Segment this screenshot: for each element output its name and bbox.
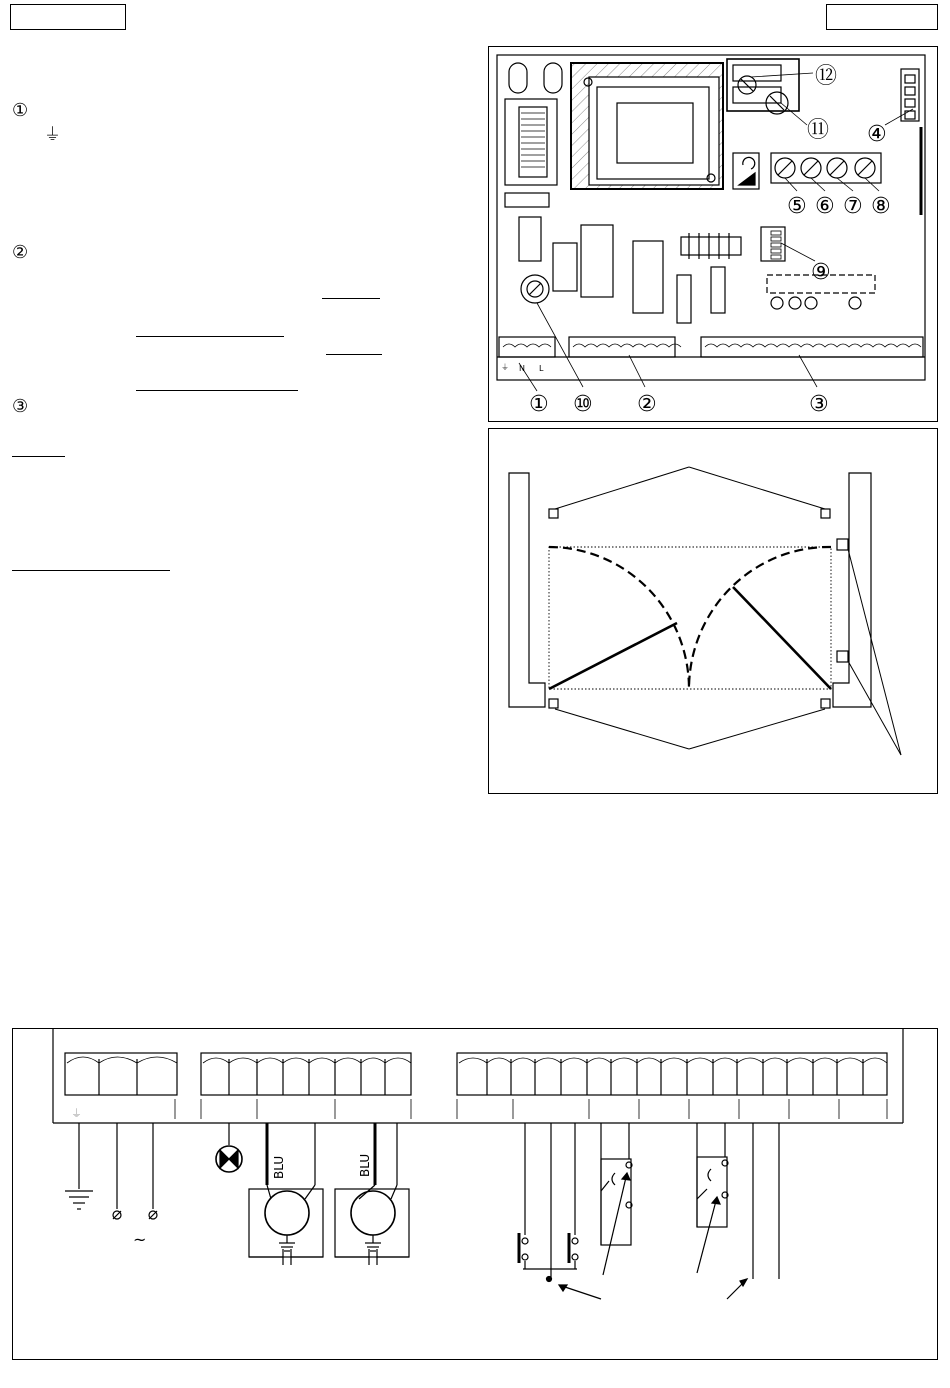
underline-rule bbox=[326, 354, 382, 355]
led-indicator bbox=[805, 297, 817, 309]
ac-symbol: ~ bbox=[133, 1230, 147, 1249]
photocell bbox=[821, 509, 830, 518]
control-board-panel bbox=[488, 46, 938, 422]
earth-icon bbox=[65, 1191, 93, 1209]
underline-rule bbox=[136, 336, 284, 337]
section-marker-1: ① bbox=[12, 100, 29, 121]
section-marker-3: ③ bbox=[12, 396, 29, 417]
callout-11: ⑪ bbox=[807, 118, 830, 143]
callout-6: ⑥ bbox=[815, 194, 835, 219]
underline-rule bbox=[12, 456, 65, 457]
control-board-diagram bbox=[489, 47, 937, 421]
terminal-label-l: L bbox=[539, 364, 544, 373]
motor-icon bbox=[335, 1185, 409, 1257]
callout-12: ⑫ bbox=[815, 64, 838, 89]
wiring-diagram bbox=[13, 1029, 937, 1359]
callout-10: ⑩ bbox=[573, 392, 593, 417]
gate-plan-panel bbox=[488, 428, 938, 794]
dip-switch bbox=[761, 227, 785, 261]
callout-1: ① bbox=[529, 392, 549, 417]
right-gate-leaf bbox=[733, 587, 831, 689]
terminal-label-n: N bbox=[519, 364, 525, 373]
mounting-slot bbox=[509, 63, 527, 93]
terminal-block-3 bbox=[701, 337, 923, 357]
motor-wire-label-1: BLU bbox=[272, 1155, 286, 1179]
photocell bbox=[549, 509, 558, 518]
gate-plan-diagram bbox=[489, 429, 937, 793]
component-label-box bbox=[505, 193, 549, 207]
earth-icon: ⏚ bbox=[44, 125, 61, 145]
left-leaf-swing-arc bbox=[549, 547, 689, 689]
photocell bbox=[837, 651, 848, 662]
right-pillar bbox=[833, 473, 871, 707]
ic-chip bbox=[681, 233, 741, 259]
mounting-slot bbox=[544, 63, 562, 93]
terminal-block-power bbox=[65, 1053, 177, 1095]
callout-7: ⑦ bbox=[843, 194, 863, 219]
underline-rule bbox=[136, 390, 298, 391]
callout-3: ③ bbox=[809, 392, 829, 417]
motor-wire-label-2: BLU bbox=[358, 1153, 372, 1177]
earth-icon: ⏚ bbox=[501, 363, 509, 372]
motor-icon bbox=[249, 1185, 323, 1257]
coil-component bbox=[519, 107, 547, 177]
led-indicator bbox=[849, 297, 861, 309]
pushbutton-icon bbox=[519, 1233, 578, 1282]
header-right-box bbox=[826, 4, 938, 30]
left-pillar bbox=[509, 473, 545, 707]
callout-5: ⑤ bbox=[787, 194, 807, 219]
callout-4: ④ bbox=[867, 122, 887, 147]
led-indicator bbox=[771, 297, 783, 309]
terminal-block-controls bbox=[457, 1053, 887, 1095]
photocell bbox=[837, 539, 848, 550]
callout-2: ② bbox=[637, 392, 657, 417]
earth-icon: ⏚ bbox=[71, 1107, 82, 1120]
header-left-box bbox=[10, 4, 126, 30]
screw-terminal-row bbox=[771, 153, 881, 183]
key-switch-icon bbox=[601, 1159, 631, 1245]
lamp-icon bbox=[216, 1146, 242, 1172]
callout-9: ⑨ bbox=[811, 260, 831, 285]
wiring-panel bbox=[12, 1028, 938, 1360]
led-indicator bbox=[789, 297, 801, 309]
terminal-block-motors bbox=[201, 1053, 411, 1095]
callout-8: ⑧ bbox=[871, 194, 891, 219]
underline-rule bbox=[12, 570, 170, 571]
photocell bbox=[549, 699, 558, 708]
photocell bbox=[821, 699, 830, 708]
coil-component bbox=[505, 99, 557, 185]
section-marker-2: ② bbox=[12, 242, 29, 263]
left-gate-leaf bbox=[549, 623, 677, 689]
underline-rule bbox=[322, 298, 380, 299]
